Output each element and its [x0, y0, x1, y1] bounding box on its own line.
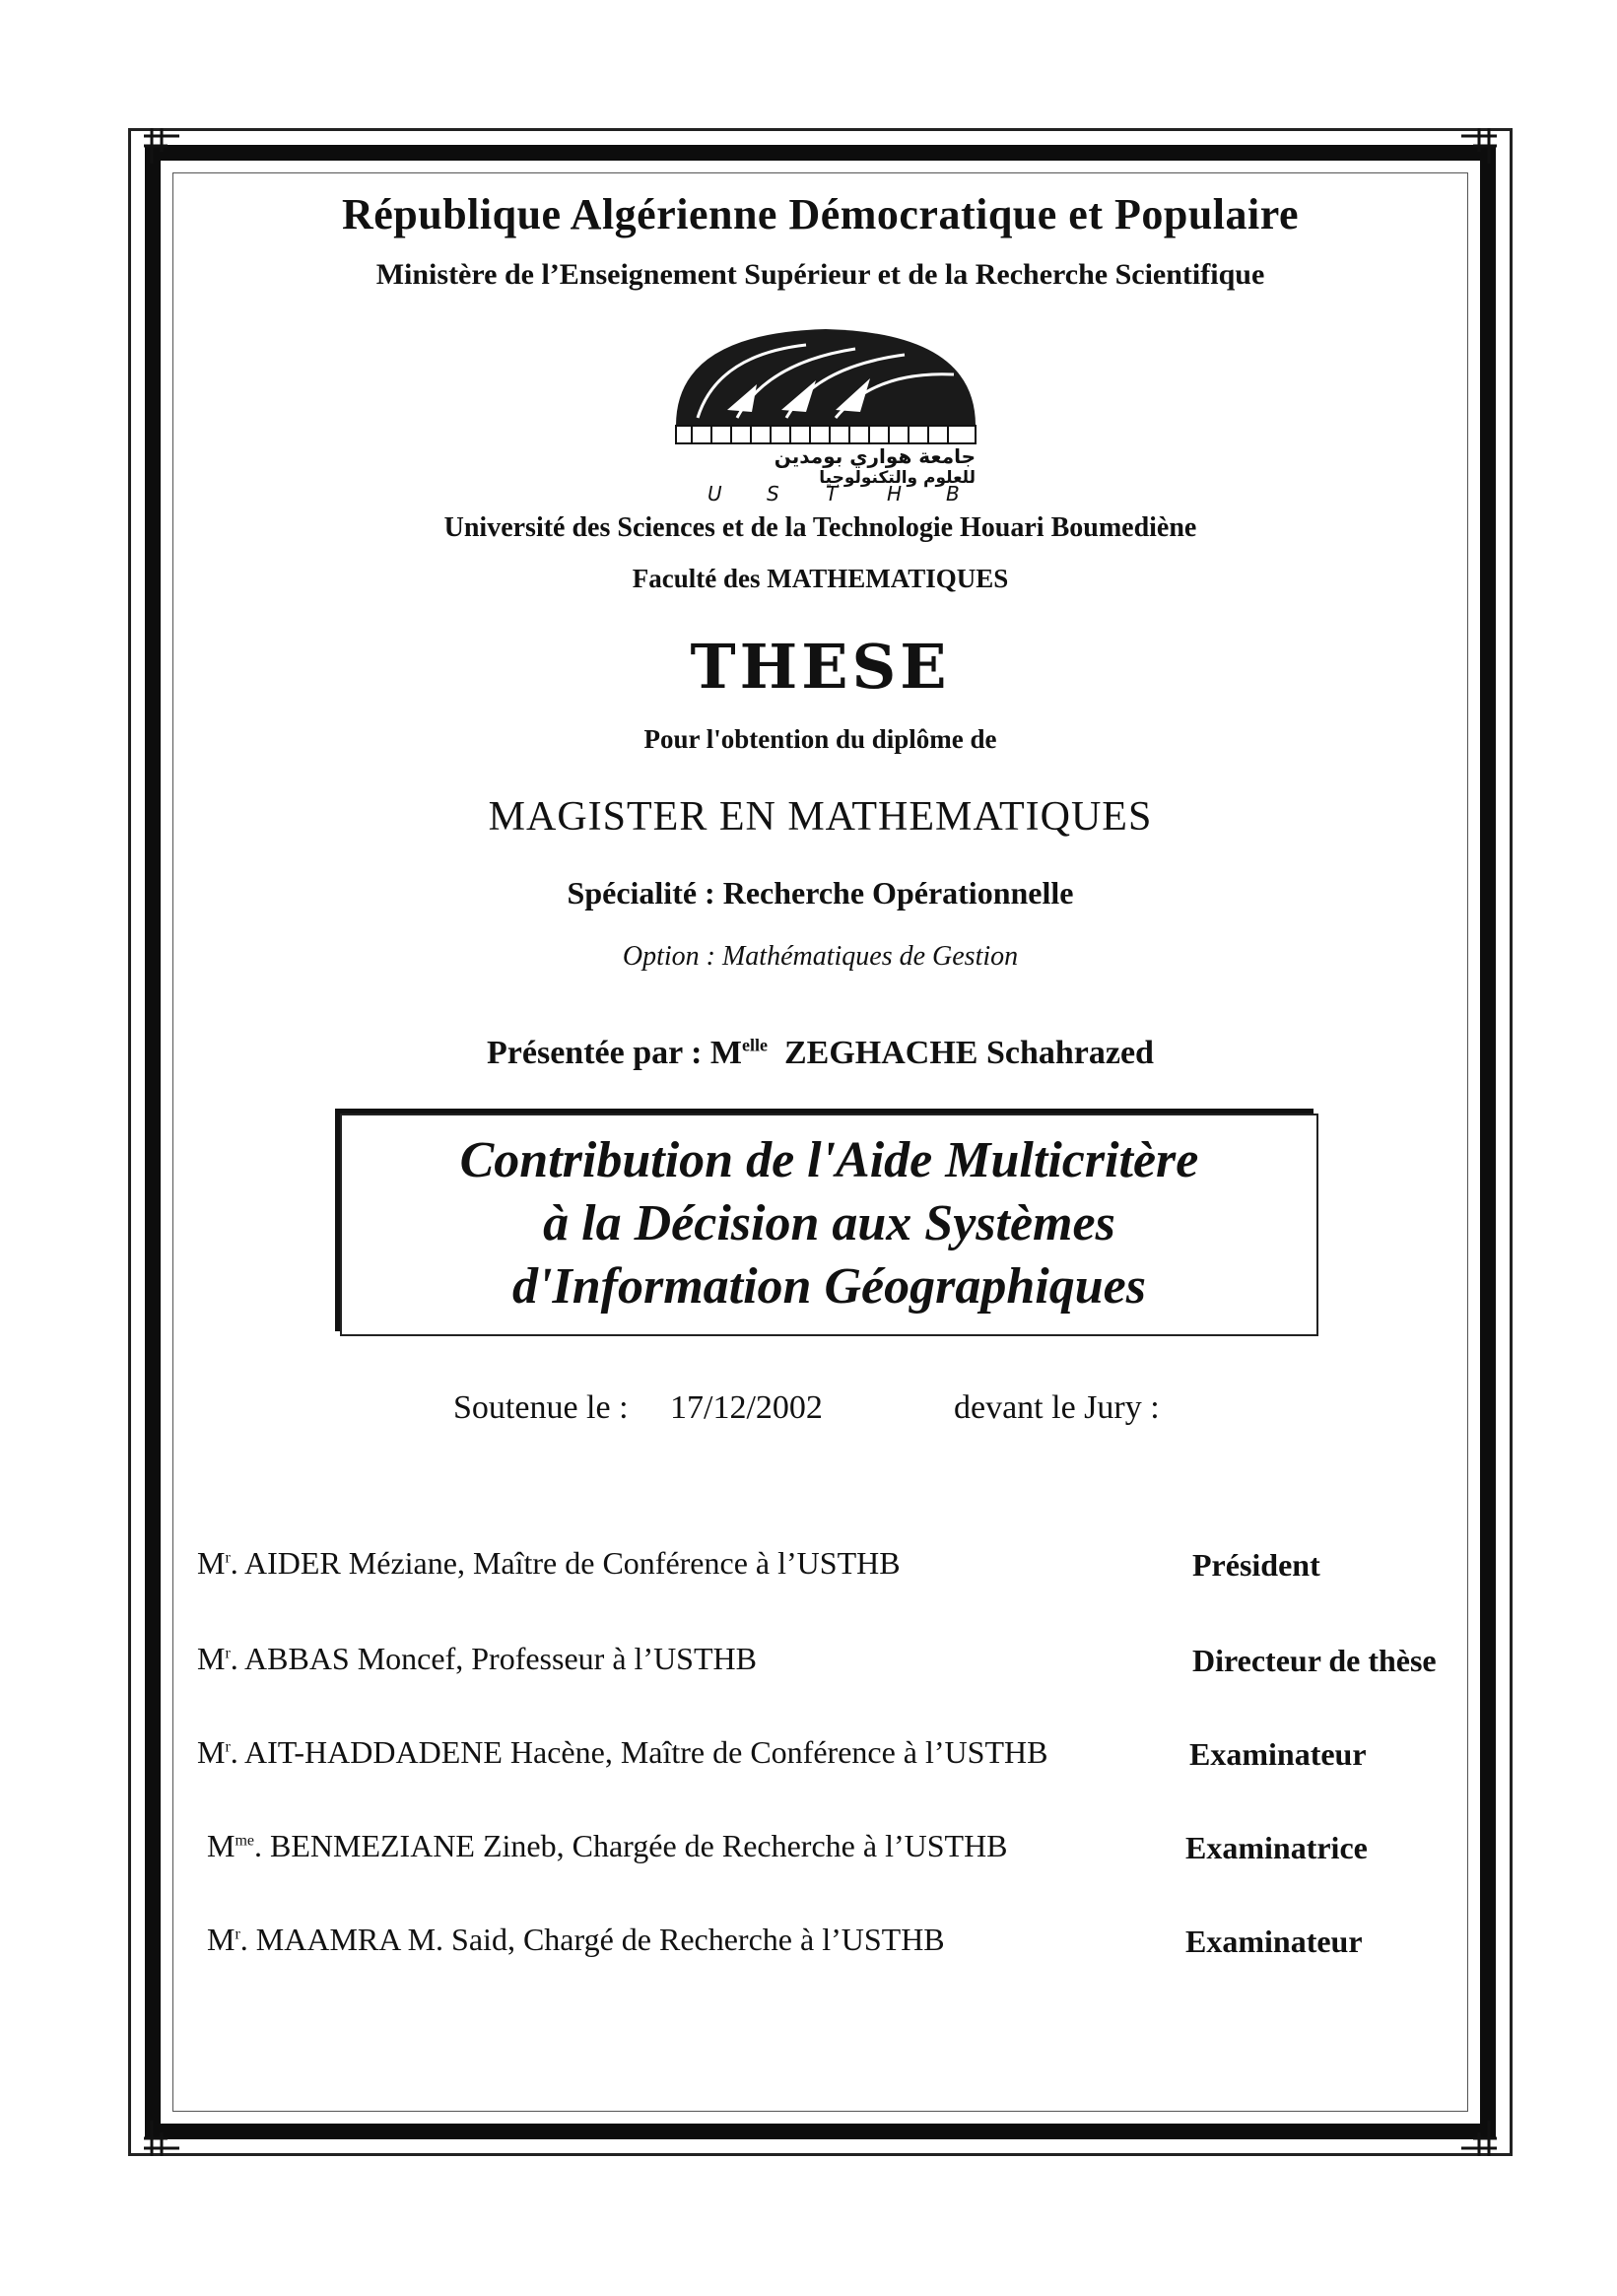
document-purpose: Pour l'obtention du diplôme de [643, 724, 997, 754]
jury-member-role: Examinateur [1185, 1924, 1363, 1959]
defense-label: Soutenue le : [453, 1389, 629, 1426]
author-prefix: Présentée par : M [487, 1035, 742, 1071]
thesis-title-line3: d'Information Géographiques [512, 1258, 1146, 1315]
option: Option : Mathématiques de Gestion [622, 941, 1019, 972]
author-honorific: elle [742, 1035, 768, 1055]
jury-member-row [207, 1922, 1478, 1971]
logo-letter-h: H [887, 482, 903, 503]
corner-ornament-bottom-right [1457, 2117, 1501, 2160]
document-type: THESE [690, 631, 951, 703]
corner-ornament-bottom-left [140, 2117, 183, 2160]
defense-date: 17/12/2002 [670, 1389, 823, 1426]
jury-member-role: Examinateur [1189, 1736, 1367, 1772]
thesis-title-line1: Contribution de l'Aide Multicritère [459, 1132, 1199, 1188]
corner-ornament-top-left [140, 124, 183, 168]
thesis-title-line2: à la Décision aux Systèmes [543, 1195, 1115, 1251]
logo-letter-s: S [767, 482, 779, 503]
logo-letter-u: U [707, 482, 722, 503]
jury-member-name: $M^r$. ABBAS Moncef, Professeur à l’USTHB [197, 1641, 757, 1676]
jury-label: devant le Jury : [954, 1389, 1160, 1426]
university-name: Université des Sciences et de la Technologie Houari Boumediène [443, 512, 1197, 543]
jury-member-name: $M^r$. AIDER Méziane, Maître de Conférence à l’USTHB [197, 1545, 901, 1581]
jury-member-row [197, 1734, 1468, 1784]
logo-arabic-line1: جامعة هواري بومدين [774, 444, 976, 468]
jury-member-name: $M^r$. AIT-HADDADENE Hacène, Maître de Conférence à l’USTHB [197, 1734, 1048, 1770]
corner-ornament-top-right [1457, 124, 1501, 168]
author-name: ZEGHACHE Schahrazed [783, 1035, 1154, 1071]
jury-member-role: Président [1192, 1547, 1320, 1583]
degree-name: MAGISTER EN MATHEMATIQUES [488, 794, 1153, 840]
jury-member-name: $M^r$. MAAMRA M. Said, Chargé de Recherche à l’USTHB [207, 1922, 945, 1957]
ministry-title: Ministère de l’Enseignement Supérieur et de la Recherche Scientifique [375, 258, 1265, 291]
jury-member-row [197, 1545, 1468, 1594]
republic-title: République Algérienne Démocratique et Populaire [341, 190, 1300, 238]
specialty: Spécialité : Recherche Opérationnelle [567, 875, 1074, 911]
jury-member-row [207, 1828, 1478, 1877]
author-line [172, 1035, 1468, 1072]
logo-letter-t: T [826, 482, 839, 503]
jury-member-role: Directeur de thèse [1192, 1643, 1437, 1678]
logo-arabic-line2: للعلوم والتكنولوجيا [819, 468, 976, 488]
logo-letter-b: B [946, 482, 960, 503]
jury-member-row [197, 1641, 1468, 1690]
jury-member-name: $M^{me}$. BENMEZIANE Zineb, Chargée de Recherche à l’USTHB [207, 1828, 1008, 1863]
faculty-name: Faculté des MATHEMATIQUES [632, 564, 1009, 593]
usthb-logo [658, 315, 993, 503]
thesis-title-box [340, 1114, 1318, 1336]
jury-member-role: Examinatrice [1185, 1830, 1368, 1865]
